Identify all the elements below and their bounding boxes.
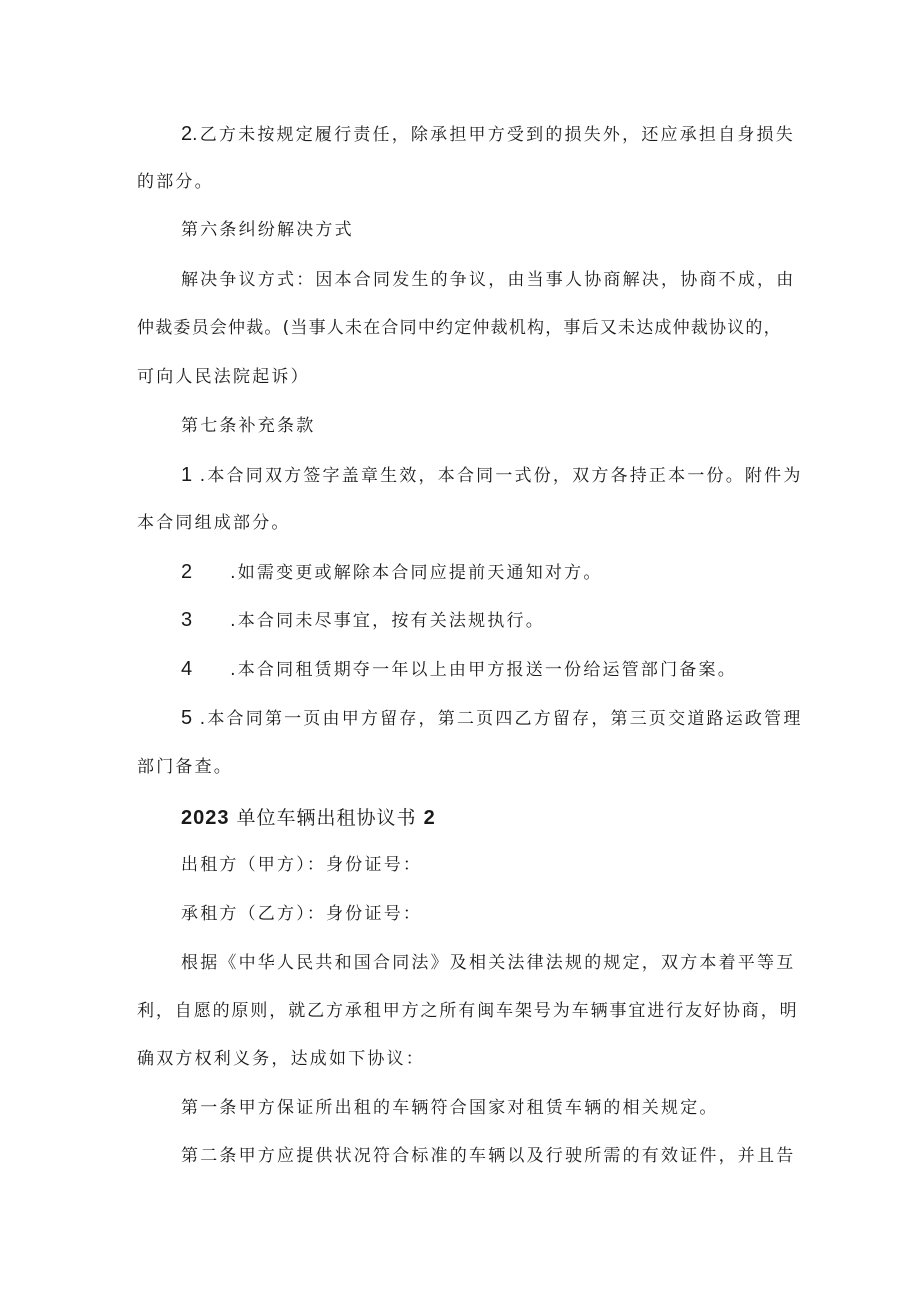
- article-2-line1: 第二条甲方应提供状况符合标准的车辆以及行驶所需的有效证件，并且告: [181, 1146, 796, 1166]
- clause-5-line1: 5 .本合同第一页由甲方留存，第二页四乙方留存，第三页交道路运政管理: [181, 707, 803, 729]
- section-title: 2023 单位车辆出租协议书 2: [181, 807, 436, 829]
- dispute-paragraph-line3: 可向人民法院起诉）: [137, 367, 310, 387]
- preamble-line3: 确双方权利义务，达成如下协议：: [137, 1049, 425, 1069]
- preamble-line2: 利，自愿的原则，就乙方承租甲方之所有闽车架号为车辆事宜进行友好协商，明: [137, 1001, 799, 1021]
- clause-2-breach-line1: 2.乙方未按规定履行责任，除承担甲方受到的损失外，还应承担自身损失: [181, 123, 795, 145]
- clause-2: 2 .如需变更或解除本合同应提前天通知对方。: [181, 561, 603, 583]
- lessee-line: 承租方（乙方）：身份证号：: [181, 904, 423, 924]
- clause-number: 3: [181, 609, 193, 631]
- clause-number: 5: [181, 707, 193, 729]
- article-6-heading: 第六条纠纷解决方式: [181, 220, 354, 240]
- clause-number: 1: [181, 464, 193, 486]
- clause-number: 2: [181, 123, 193, 145]
- clause-1-line1: 1 .本合同双方签字盖章生效，本合同一式份，双方各持正本一份。附件为: [181, 464, 803, 486]
- clause-2-breach-line2: 的部分。: [137, 172, 214, 192]
- dispute-paragraph-line1: 解决争议方式：因本合同发生的争议，由当事人协商解决，协商不成，由: [181, 270, 796, 290]
- preamble-line1: 根据《中华人民共和国合同法》及相关法律法规的规定，双方本着平等互: [181, 953, 796, 973]
- article-1: 第一条甲方保证所出租的车辆符合国家对租赁车辆的相关规定。: [181, 1098, 719, 1118]
- article-7-heading: 第七条补充条款: [181, 416, 316, 436]
- clause-number: 4: [181, 658, 193, 680]
- clause-5-line2: 部门备查。: [137, 757, 233, 777]
- dispute-paragraph-line2: 仲裁委员会仲裁。(当事人未在合同中约定仲裁机构，事后又未达成仲裁协议的，: [137, 318, 782, 338]
- clause-3: 3 .本合同未尽事宜，按有关法规执行。: [181, 609, 545, 631]
- clause-1-line2: 本合同组成部分。: [137, 513, 291, 533]
- lessor-line: 出租方（甲方）：身份证号：: [181, 855, 423, 875]
- clause-number: 2: [181, 561, 193, 583]
- clause-4: 4 .本合同租赁期夺一年以上由甲方报送一份给运管部门备案。: [181, 658, 737, 680]
